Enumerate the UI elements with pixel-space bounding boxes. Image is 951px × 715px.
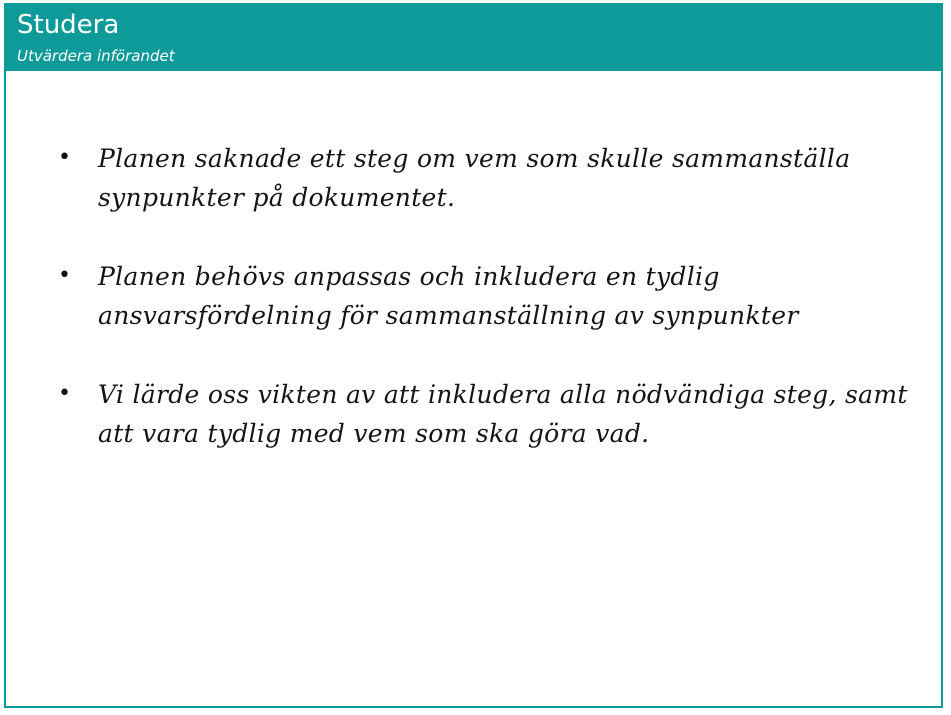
bullet-dot-icon: • — [58, 381, 71, 406]
slide-title: Studera — [17, 10, 120, 40]
bullet-list — [6, 5, 941, 706]
bullet-dot-icon: • — [58, 145, 71, 170]
bullet-dot-icon: • — [58, 263, 71, 288]
slide-subtitle: Utvärdera införandet — [17, 47, 175, 65]
bullet-text: Vi lärde oss vikten av att inkludera alla nödvändiga steg, samt att vara tydlig med vem som ska göra vad. — [98, 380, 908, 448]
bullet-text: Planen saknade ett steg om vem som skulle sammanställa synpunkter på dokumentet. — [98, 144, 851, 212]
bullet-text: Planen behövs anpassas och inkludera en tydlig ansvarsfördelning för sammanställning av synpunkter — [98, 262, 799, 330]
slide — [4, 3, 943, 708]
